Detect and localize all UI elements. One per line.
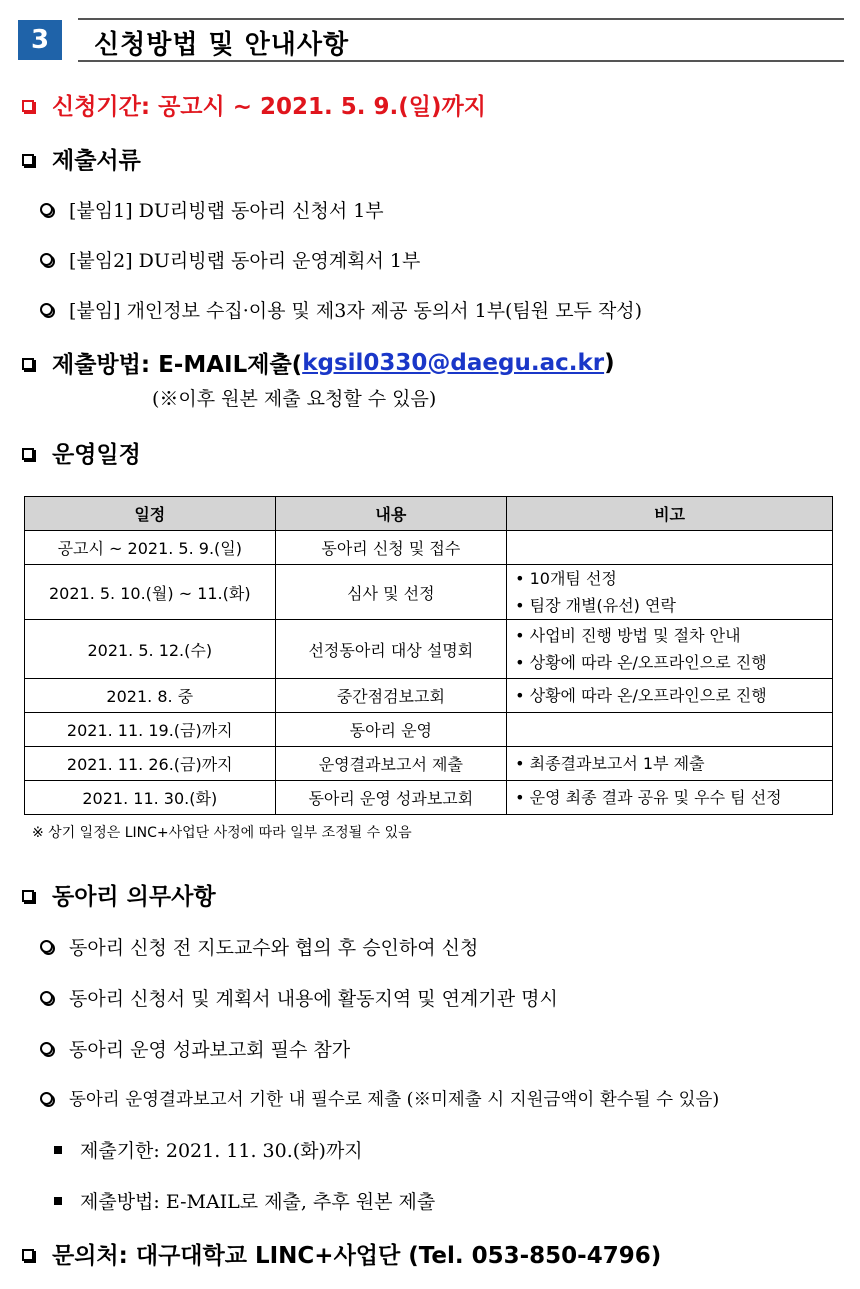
content-cell: 동아리 운영 성과보고회	[275, 781, 507, 815]
duty-item: 동아리 운영 성과보고회 필수 참가	[40, 1035, 350, 1062]
note-line: • 사업비 진행 방법 및 절차 안내	[515, 626, 741, 645]
checkbox-bullet-icon	[22, 448, 34, 460]
documents-heading-text: 제출서류	[52, 148, 141, 174]
contact	[22, 1237, 661, 1270]
date-cell: 2021. 11. 19.(금)까지	[25, 713, 276, 747]
duty-item: 동아리 운영결과보고서 기한 내 필수로 제출 (※미제출 시 지원금액이 환수될 수 있음)	[40, 1086, 719, 1111]
email-link[interactable]: kgsil0330@daegu.ac.kr	[302, 349, 605, 376]
duty-item: 동아리 신청서 및 계획서 내용에 활동지역 및 연계기관 명시	[40, 984, 558, 1011]
content-cell: 심사 및 선정	[275, 565, 507, 620]
table-row	[25, 565, 833, 620]
column-header: 비고	[507, 497, 833, 531]
circle-bullet-icon	[40, 940, 53, 953]
note-line: • 10개팀 선정	[515, 569, 617, 588]
header-rule-bottom	[78, 60, 844, 62]
circle-bullet-icon	[40, 1042, 53, 1055]
note-line: • 최종결과보고서 1부 제출	[515, 754, 705, 773]
header-rule-top	[78, 18, 844, 20]
submission-method	[22, 346, 615, 379]
notes-cell	[507, 747, 833, 781]
duties-heading	[22, 878, 216, 911]
note-line: • 팀장 개별(유선) 연락	[515, 596, 676, 615]
circle-bullet-icon	[40, 1092, 53, 1105]
checkbox-bullet-icon	[22, 890, 34, 902]
circle-bullet-icon	[40, 303, 53, 316]
contact-text: 문의처: 대구대학교 LINC+사업단 (Tel. 053-850-4796)	[52, 1243, 662, 1269]
content-cell: 운영결과보고서 제출	[275, 747, 507, 781]
date-cell: 2021. 11. 26.(금)까지	[25, 747, 276, 781]
section-number-badge: 3	[18, 20, 62, 60]
checkbox-bullet-icon	[22, 154, 34, 166]
content-cell: 동아리 신청 및 접수	[275, 531, 507, 565]
document-item: [붙임1] DU리빙랩 동아리 신청서 1부	[40, 196, 384, 223]
checkbox-bullet-icon	[22, 358, 34, 370]
documents-heading	[22, 142, 141, 175]
document-item: [붙임2] DU리빙랩 동아리 운영계획서 1부	[40, 246, 420, 273]
notes-cell	[507, 531, 833, 565]
table-row	[25, 713, 833, 747]
note-line: • 운영 최종 결과 공유 및 우수 팀 선정	[515, 788, 782, 807]
date-cell: 2021. 5. 10.(월) ~ 11.(화)	[25, 565, 276, 620]
schedule-table	[24, 496, 833, 815]
table-header-row	[25, 497, 833, 531]
column-header: 내용	[275, 497, 507, 531]
square-bullet-icon	[54, 1197, 62, 1205]
submission-suffix: )	[604, 349, 615, 376]
submission-prefix: 제출방법: E-MAIL제출(	[52, 352, 303, 378]
application-period-text: 신청기간: 공고시 ~ 2021. 5. 9.(일)까지	[52, 94, 486, 120]
duties-heading-text: 동아리 의무사항	[52, 884, 216, 910]
content-cell: 선정동아리 대상 설명회	[275, 620, 507, 679]
notes-cell	[507, 679, 833, 713]
date-cell: 2021. 11. 30.(화)	[25, 781, 276, 815]
table-row	[25, 747, 833, 781]
schedule-heading	[22, 436, 141, 469]
section-title: 신청방법 및 안내사항	[94, 30, 350, 60]
note-line: • 상황에 따라 온/오프라인으로 진행	[515, 686, 767, 705]
table-row	[25, 679, 833, 713]
date-cell: 공고시 ~ 2021. 5. 9.(일)	[25, 531, 276, 565]
section-header	[18, 18, 844, 62]
date-cell: 2021. 8. 중	[25, 679, 276, 713]
square-bullet-icon	[54, 1146, 62, 1154]
column-header: 일정	[25, 497, 276, 531]
duty-subitem: 제출방법: E-MAIL로 제출, 추후 원본 제출	[54, 1187, 435, 1214]
circle-bullet-icon	[40, 253, 53, 266]
checkbox-bullet-icon	[22, 100, 34, 112]
submission-note: (※이후 원본 제출 요청할 수 있음)	[152, 388, 437, 410]
content-cell: 중간점검보고회	[275, 679, 507, 713]
content-cell: 동아리 운영	[275, 713, 507, 747]
table-row	[25, 781, 833, 815]
circle-bullet-icon	[40, 203, 53, 216]
note-line: • 상황에 따라 온/오프라인으로 진행	[515, 653, 767, 672]
notes-cell	[507, 781, 833, 815]
schedule-footnote: ※ 상기 일정은 LINC+사업단 사정에 따라 일부 조정될 수 있음	[32, 825, 412, 841]
application-period	[22, 88, 486, 121]
duty-item: 동아리 신청 전 지도교수와 협의 후 승인하여 신청	[40, 933, 478, 960]
notes-cell	[507, 620, 833, 679]
document-item: [붙임] 개인정보 수집·이용 및 제3자 제공 동의서 1부(팀원 모두 작성)	[40, 296, 642, 323]
notes-cell	[507, 565, 833, 620]
circle-bullet-icon	[40, 991, 53, 1004]
schedule-heading-text: 운영일정	[52, 442, 141, 468]
duty-subitem: 제출기한: 2021. 11. 30.(화)까지	[54, 1136, 363, 1163]
checkbox-bullet-icon	[22, 1249, 34, 1261]
table-row	[25, 620, 833, 679]
table-row	[25, 531, 833, 565]
notes-cell	[507, 713, 833, 747]
date-cell: 2021. 5. 12.(수)	[25, 620, 276, 679]
